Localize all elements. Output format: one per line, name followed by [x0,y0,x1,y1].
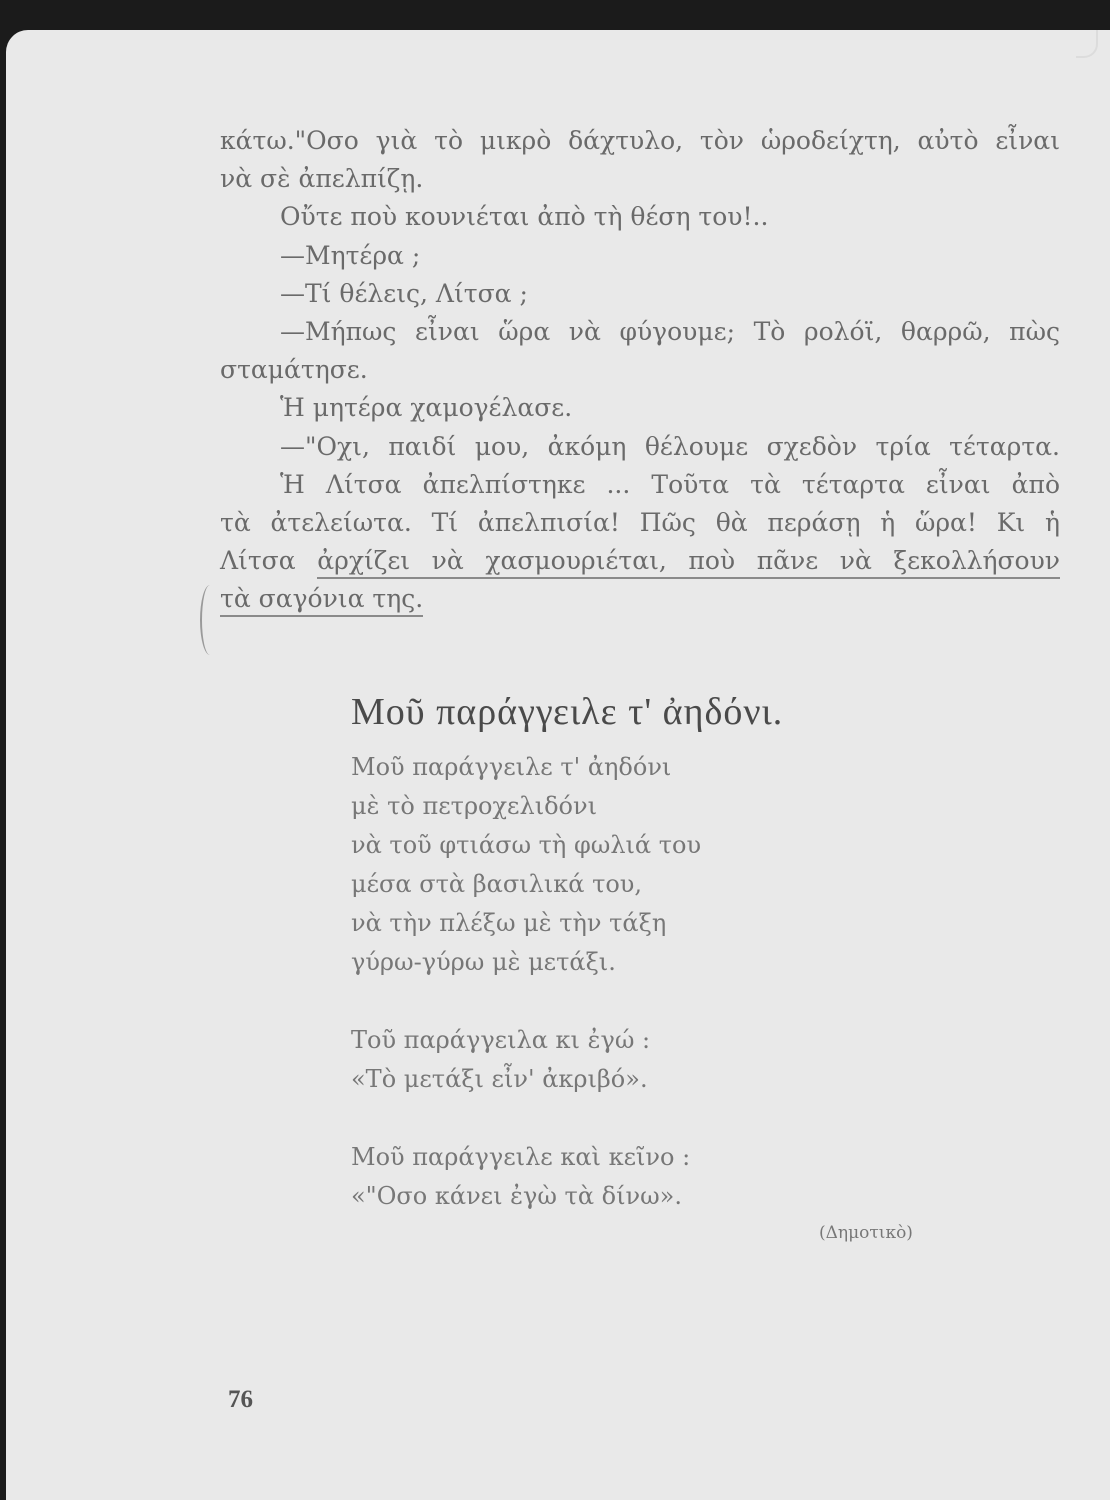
poem-verse: Τοῦ παράγγειλα κι ἐγώ : [351,1026,651,1054]
prose-line: τὰ ἀτελείωτα. Τί ἀπελπισία! Πῶς θὰ περάσῃ ἡ ὥρα! Κι ἡ [220,508,1060,538]
poem-stanza [351,748,701,982]
prose-line: κάτω."Οσο γιὰ τὸ μικρὸ δάχτυλο, τὸν ὡροδείχτη, αὐτὸ εἶναι [220,126,1060,155]
poem-title: Μοῦ παράγγειλε τ' ἀηδόνι. [351,691,784,733]
page-corner-mark [1076,30,1098,58]
poem-attribution: (Δημοτικὸ) [819,1223,913,1243]
margin-bracket-mark [200,585,220,655]
poem-body [351,748,701,1255]
poem-stanza [351,1021,701,1099]
prose-line: Οὔτε ποὺ κουνιέται ἀπὸ τὴ θέση του!.. [280,202,769,232]
poem-verse: γύρω-γύρω μὲ μετάξι. [351,948,616,976]
poem-verse: «Τὸ μετάξι εἶν' ἀκριβό». [351,1065,648,1093]
poem-verse: μέσα στὰ βασιλικά του, [351,870,643,898]
prose-line: Ἡ μητέρα χαμογέλασε. [280,393,573,423]
prose-fragment: Λίτσα [220,546,318,576]
underlined-passage: τὰ σαγόνια της. [220,584,423,617]
prose-line-underlined [220,580,1060,618]
poem-verse: Μοῦ παράγγειλε τ' ἀηδόνι [351,753,672,781]
poem-verse: νὰ τοῦ φτιάσω τὴ φωλιά του [351,831,702,859]
prose-line: Ἡ Λίτσα ἀπελπίστηκε ... Τοῦτα τὰ τέταρτα εἶναι ἀπὸ [280,469,1060,499]
poem-verse: Μοῦ παράγγειλε καὶ κεῖνο : [351,1143,691,1171]
prose-line: —Μητέρα ; [280,240,421,270]
prose-line: —Μήπως εἶναι ὥρα νὰ φύγουμε; Τὸ ρολόϊ, θαρρῶ, πὼς [280,317,1060,347]
poem-verse: μὲ τὸ πετροχελιδόνι [351,792,597,820]
poem-verse: νὰ τὴν πλέξω μὲ τὴν τάξη [351,909,667,937]
prose-block [220,122,1060,619]
prose-line: —Τί θέλεις, Λίτσα ; [280,278,528,308]
poem-stanza [351,1138,701,1216]
underlined-passage: ἀρχίζει νὰ χασμουριέται, ποὺ πᾶνε νὰ ξεκολλήσουν [317,546,1060,579]
book-page [6,30,1110,1500]
prose-line-underlined [220,542,1060,580]
prose-line: —"Οχι, παιδί μου, ἀκόμη θέλουμε σχεδὸν τρία τέταρτα. [280,431,1060,461]
page-number: 76 [228,1386,253,1413]
prose-line: σταμάτησε. [220,355,368,385]
prose-line: νὰ σὲ ἀπελπίζῃ. [220,164,424,194]
poem-verse: «"Οσο κάνει ἐγὼ τὰ δίνω». [351,1182,682,1210]
